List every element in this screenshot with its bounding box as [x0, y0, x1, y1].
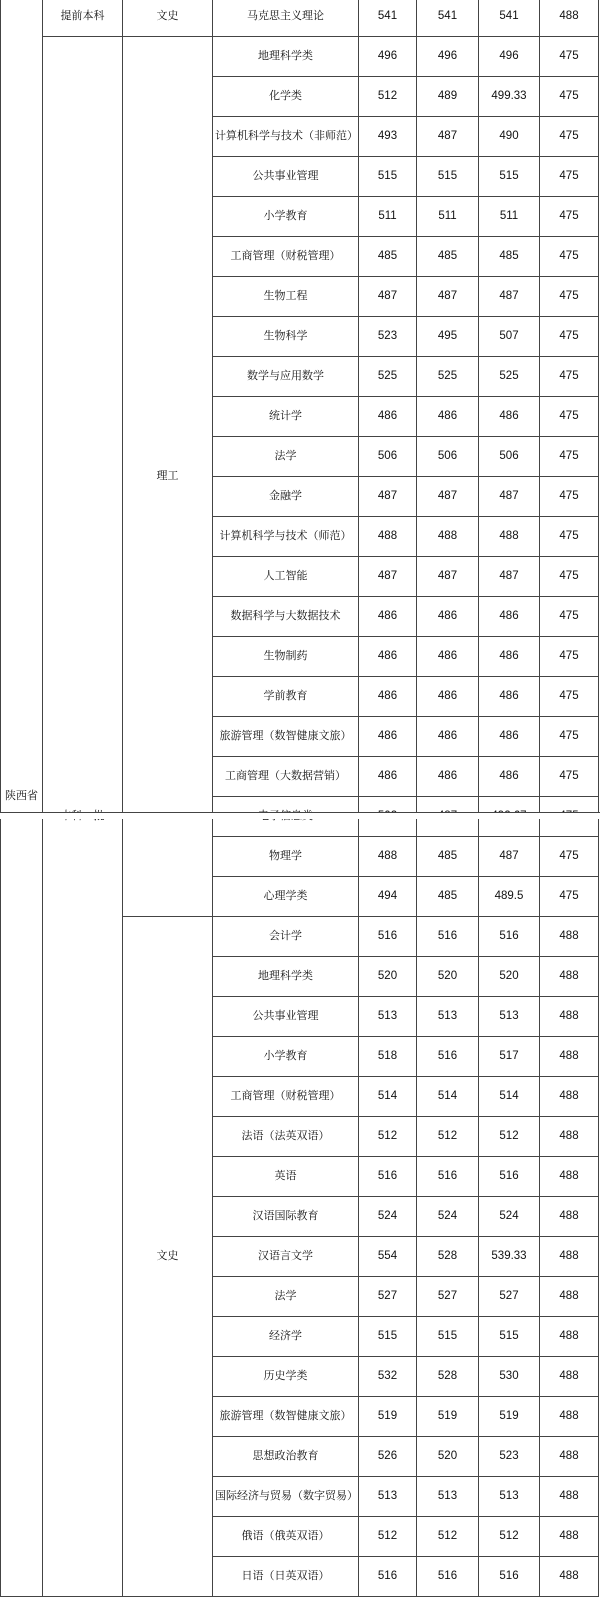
score-cell-3: 512: [479, 1517, 540, 1557]
score-cell-2: 486: [417, 757, 479, 797]
score-cell-1: 516: [359, 917, 417, 957]
major-cell: 马克思主义理论: [213, 0, 359, 37]
major-cell: 心理学类: [213, 877, 359, 917]
score-cell-4: 488: [540, 1037, 599, 1077]
score-cell-3: 487: [479, 277, 540, 317]
score-cell-4: 488: [540, 1317, 599, 1357]
score-cell-1: 486: [359, 397, 417, 437]
major-cell: 历史学类: [213, 1357, 359, 1397]
major-cell: 汉语言文学: [213, 1237, 359, 1277]
score-cell-4: 488: [540, 997, 599, 1037]
score-cell-3: 490: [479, 117, 540, 157]
score-cell-1: 513: [359, 1477, 417, 1517]
bottom-border: [0, 812, 600, 813]
major-cell: 计算机科学与技术（非师范）: [213, 117, 359, 157]
score-cell-2: 516: [417, 1037, 479, 1077]
score-cell-3: 506: [479, 437, 540, 477]
score-cell-3: 488: [479, 517, 540, 557]
score-cell-2: 485: [417, 237, 479, 277]
major-cell: 英语: [213, 1157, 359, 1197]
score-cell-2: 489: [417, 77, 479, 117]
score-cell-4: 475: [540, 557, 599, 597]
score-cell-1: 516: [359, 1557, 417, 1597]
score-cell-4: 475: [540, 397, 599, 437]
major-cell: 经济学: [213, 1317, 359, 1357]
score-cell-4: 488: [540, 1277, 599, 1317]
score-cell-1: 486: [359, 717, 417, 757]
batch-cell: 提前本科: [43, 0, 123, 37]
score-cell-1: 486: [359, 597, 417, 637]
score-cell-2: 511: [417, 197, 479, 237]
score-cell-3: 486: [479, 677, 540, 717]
score-cell-3: 486: [479, 717, 540, 757]
score-cell-2: 524: [417, 1197, 479, 1237]
score-cell-2: 488: [417, 517, 479, 557]
score-cell-2: 495: [417, 317, 479, 357]
score-cell-1: 493: [359, 117, 417, 157]
score-cell-4: 488: [540, 1437, 599, 1477]
score-cell-3: 486: [479, 637, 540, 677]
score-cell-3: 485: [479, 237, 540, 277]
score-cell-1: 525: [359, 357, 417, 397]
score-cell-3: 527: [479, 1277, 540, 1317]
major-cell: 日语（日英双语）: [213, 1557, 359, 1597]
score-cell-4: 475: [540, 437, 599, 477]
table-row: [1, 0, 599, 37]
score-cell-4: 475: [540, 37, 599, 77]
major-cell: 地理科学类: [213, 957, 359, 997]
score-cell-2: 486: [417, 717, 479, 757]
score-cell-4: 488: [540, 957, 599, 997]
score-cell-2: 506: [417, 437, 479, 477]
score-cell-4: 475: [540, 77, 599, 117]
score-cell-3: 524: [479, 1197, 540, 1237]
major-cell: 地理科学类: [213, 37, 359, 77]
score-cell-2: 487: [417, 557, 479, 597]
score-cell-3: 487: [479, 557, 540, 597]
score-cell-3: 519: [479, 1397, 540, 1437]
score-cell-2: 513: [417, 1477, 479, 1517]
score-cell-2: 528: [417, 1357, 479, 1397]
score-cell-4: 488: [540, 1357, 599, 1397]
major-cell: 金融学: [213, 477, 359, 517]
score-cell-3: 516: [479, 1557, 540, 1597]
major-cell: 工商管理（财税管理）: [213, 237, 359, 277]
score-cell-4: 488: [540, 1197, 599, 1237]
score-cell-4: 475: [540, 517, 599, 557]
score-cell-2: 516: [417, 1557, 479, 1597]
score-cell-4: 488: [540, 1117, 599, 1157]
score-cell-4: 475: [540, 197, 599, 237]
score-cell-1: 520: [359, 957, 417, 997]
score-cell-4: 488: [540, 0, 599, 37]
score-cell-2: 486: [417, 637, 479, 677]
major-cell: 工商管理（财税管理）: [213, 1077, 359, 1117]
score-cell-1: 487: [359, 477, 417, 517]
score-cell-1: 527: [359, 1277, 417, 1317]
score-cell-1: 526: [359, 1437, 417, 1477]
score-cell-2: 485: [417, 837, 479, 877]
major-cell: 法学: [213, 1277, 359, 1317]
score-cell-1: 487: [359, 277, 417, 317]
score-cell-3: 525: [479, 357, 540, 397]
score-cell-4: 475: [540, 477, 599, 517]
score-cell-2: 527: [417, 1277, 479, 1317]
score-cell-2: 487: [417, 117, 479, 157]
province-cell: 陕西省: [1, 0, 43, 1597]
score-cell-3: 512: [479, 1117, 540, 1157]
score-cell-2: 520: [417, 957, 479, 997]
major-cell: 法学: [213, 437, 359, 477]
score-cell-4: 475: [540, 317, 599, 357]
score-cell-4: 475: [540, 117, 599, 157]
score-cell-2: 514: [417, 1077, 479, 1117]
score-cell-2: 485: [417, 877, 479, 917]
score-cell-3: 541: [479, 0, 540, 37]
major-cell: 统计学: [213, 397, 359, 437]
score-cell-4: 475: [540, 157, 599, 197]
score-cell-4: 488: [540, 917, 599, 957]
score-cell-4: 475: [540, 677, 599, 717]
score-cell-1: 516: [359, 1157, 417, 1197]
score-cell-1: 506: [359, 437, 417, 477]
score-cell-1: 554: [359, 1237, 417, 1277]
score-cell-4: 488: [540, 1477, 599, 1517]
major-cell: 生物制药: [213, 637, 359, 677]
bottom-cut-mask: [0, 812, 600, 819]
score-cell-4: 475: [540, 757, 599, 797]
score-cell-3: 515: [479, 157, 540, 197]
major-cell: 物理学: [213, 837, 359, 877]
category-cell: 文史: [123, 0, 213, 37]
score-cell-3: 514: [479, 1077, 540, 1117]
major-cell: 公共事业管理: [213, 997, 359, 1037]
major-cell: 生物科学: [213, 317, 359, 357]
category-cell: 理工: [123, 37, 213, 917]
score-cell-1: 488: [359, 837, 417, 877]
score-cell-4: 475: [540, 597, 599, 637]
score-cell-4: 475: [540, 637, 599, 677]
score-cell-3: 516: [479, 917, 540, 957]
score-cell-2: 512: [417, 1117, 479, 1157]
category-cell: 文史: [123, 917, 213, 1597]
score-cell-3: 530: [479, 1357, 540, 1397]
score-cell-3: 515: [479, 1317, 540, 1357]
score-cell-2: 486: [417, 677, 479, 717]
score-cell-1: 514: [359, 1077, 417, 1117]
score-cell-4: 475: [540, 717, 599, 757]
score-cell-1: 486: [359, 677, 417, 717]
score-cell-3: 487: [479, 477, 540, 517]
score-cell-1: 488: [359, 517, 417, 557]
score-cell-3: 513: [479, 997, 540, 1037]
score-cell-3: 496: [479, 37, 540, 77]
score-cell-1: 487: [359, 557, 417, 597]
score-cell-2: 496: [417, 37, 479, 77]
major-cell: 小学教育: [213, 197, 359, 237]
major-cell: 会计学: [213, 917, 359, 957]
table-row: [1, 37, 599, 77]
score-cell-2: 487: [417, 277, 479, 317]
score-cell-4: 475: [540, 277, 599, 317]
score-cell-1: 494: [359, 877, 417, 917]
score-cell-1: 512: [359, 1517, 417, 1557]
score-cell-2: 486: [417, 397, 479, 437]
score-cell-4: 488: [540, 1557, 599, 1597]
score-cell-1: 518: [359, 1037, 417, 1077]
score-cell-3: 520: [479, 957, 540, 997]
major-cell: 国际经济与贸易（数字贸易）: [213, 1477, 359, 1517]
score-cell-1: 511: [359, 197, 417, 237]
score-cell-4: 488: [540, 1397, 599, 1437]
score-cell-1: 485: [359, 237, 417, 277]
score-cell-1: 512: [359, 77, 417, 117]
score-cell-2: 513: [417, 997, 479, 1037]
score-cell-3: 511: [479, 197, 540, 237]
major-cell: 旅游管理（数智健康文旅）: [213, 717, 359, 757]
score-cell-1: 515: [359, 1317, 417, 1357]
major-cell: 学前教育: [213, 677, 359, 717]
score-cell-1: 523: [359, 317, 417, 357]
major-cell: 数据科学与大数据技术: [213, 597, 359, 637]
score-cell-2: 516: [417, 1157, 479, 1197]
score-cell-1: 519: [359, 1397, 417, 1437]
major-cell: 汉语国际教育: [213, 1197, 359, 1237]
score-cell-1: 486: [359, 757, 417, 797]
score-cell-4: 475: [540, 357, 599, 397]
score-cell-4: 488: [540, 1157, 599, 1197]
major-cell: 化学类: [213, 77, 359, 117]
score-cell-2: 512: [417, 1517, 479, 1557]
major-cell: 工商管理（大数据营销）: [213, 757, 359, 797]
score-cell-3: 486: [479, 397, 540, 437]
score-cell-2: 515: [417, 157, 479, 197]
major-cell: 小学教育: [213, 1037, 359, 1077]
score-cell-3: 486: [479, 597, 540, 637]
score-cell-3: 507: [479, 317, 540, 357]
score-cell-2: 520: [417, 1437, 479, 1477]
score-cell-2: 519: [417, 1397, 479, 1437]
major-cell: 思想政治教育: [213, 1437, 359, 1477]
score-cell-3: 517: [479, 1037, 540, 1077]
score-cell-1: 524: [359, 1197, 417, 1237]
score-cell-1: 513: [359, 997, 417, 1037]
score-cell-1: 496: [359, 37, 417, 77]
score-cell-3: 523: [479, 1437, 540, 1477]
major-cell: 俄语（俄英双语）: [213, 1517, 359, 1557]
score-cell-4: 475: [540, 837, 599, 877]
score-cell-4: 488: [540, 1237, 599, 1277]
score-cell-2: 486: [417, 597, 479, 637]
major-cell: 人工智能: [213, 557, 359, 597]
score-cell-1: 512: [359, 1117, 417, 1157]
score-cell-1: 541: [359, 0, 417, 37]
score-cell-3: 486: [479, 757, 540, 797]
score-cell-2: 525: [417, 357, 479, 397]
major-cell: 公共事业管理: [213, 157, 359, 197]
score-cell-4: 488: [540, 1517, 599, 1557]
score-cell-3: 489.5: [479, 877, 540, 917]
score-cell-3: 513: [479, 1477, 540, 1517]
score-cell-1: 532: [359, 1357, 417, 1397]
score-cell-4: 475: [540, 237, 599, 277]
score-cell-2: 515: [417, 1317, 479, 1357]
major-cell: 旅游管理（数智健康文旅）: [213, 1397, 359, 1437]
score-cell-1: 515: [359, 157, 417, 197]
score-cell-4: 488: [540, 1077, 599, 1117]
score-cell-3: 539.33: [479, 1237, 540, 1277]
score-cell-3: 516: [479, 1157, 540, 1197]
score-cell-4: 475: [540, 877, 599, 917]
score-cell-1: 486: [359, 637, 417, 677]
major-cell: 计算机科学与技术（师范）: [213, 517, 359, 557]
score-cell-3: 487: [479, 837, 540, 877]
major-cell: 法语（法英双语）: [213, 1117, 359, 1157]
score-cell-2: 541: [417, 0, 479, 37]
score-cell-3: 499.33: [479, 77, 540, 117]
score-cell-2: 528: [417, 1237, 479, 1277]
score-cell-2: 487: [417, 477, 479, 517]
major-cell: 生物工程: [213, 277, 359, 317]
score-cell-2: 516: [417, 917, 479, 957]
major-cell: 数学与应用数学: [213, 357, 359, 397]
